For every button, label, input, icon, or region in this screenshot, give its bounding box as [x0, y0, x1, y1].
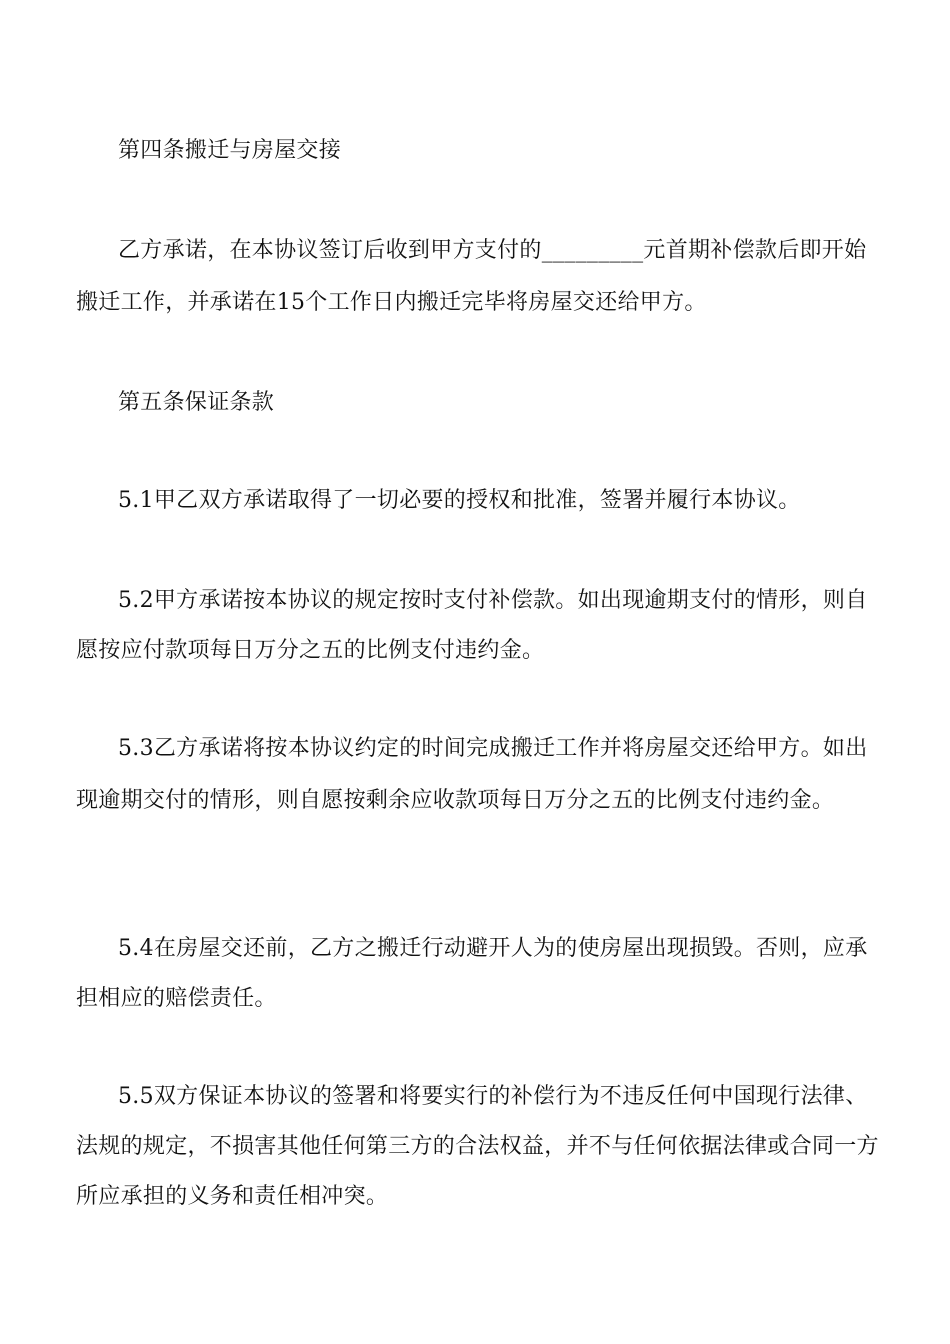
clause-5-4-line-2: 担相应的赔偿责任。	[76, 986, 277, 1011]
clause-5-5-line-3: 所应承担的义务和责任相冲突。	[76, 1184, 389, 1209]
article-5-heading: 第五条保证条款	[118, 390, 275, 415]
clause-5-3-line-2: 现逾期交付的情形，则自愿按剩余应收款项每日万分之五的比例支付违约金。	[76, 788, 835, 813]
clause-5-3-line-1: 5.3乙方承诺将按本协议约定的时间完成搬迁工作并将房屋交还给甲方。如出	[118, 736, 868, 761]
clause-5-4-line-1: 5.4在房屋交还前，乙方之搬迁行动避开人为的使房屋出现损毁。否则，应承	[118, 936, 868, 961]
article-4-paragraph-line-1: 乙方承诺，在本协议签订后收到甲方支付的_________元首期补偿款后即开始	[118, 238, 867, 263]
clause-5-1: 5.1甲乙双方承诺取得了一切必要的授权和批准，签署并履行本协议。	[118, 488, 801, 513]
clause-5-5-line-2: 法规的规定，不损害其他任何第三方的合法权益，并不与任何依据法律或合同一方	[76, 1134, 879, 1159]
article-4-heading: 第四条搬迁与房屋交接	[118, 138, 342, 163]
clause-5-5-line-1: 5.5双方保证本协议的签署和将要实行的补偿行为不违反任何中国现行法律、	[118, 1084, 868, 1109]
clause-5-2-line-2: 愿按应付款项每日万分之五的比例支付违约金。	[76, 638, 545, 663]
article-4-paragraph-line-2: 搬迁工作，并承诺在15个工作日内搬迁完毕将房屋交还给甲方。	[76, 290, 707, 315]
clause-5-2-line-1: 5.2甲方承诺按本协议的规定按时支付补偿款。如出现逾期支付的情形，则自	[118, 588, 868, 613]
